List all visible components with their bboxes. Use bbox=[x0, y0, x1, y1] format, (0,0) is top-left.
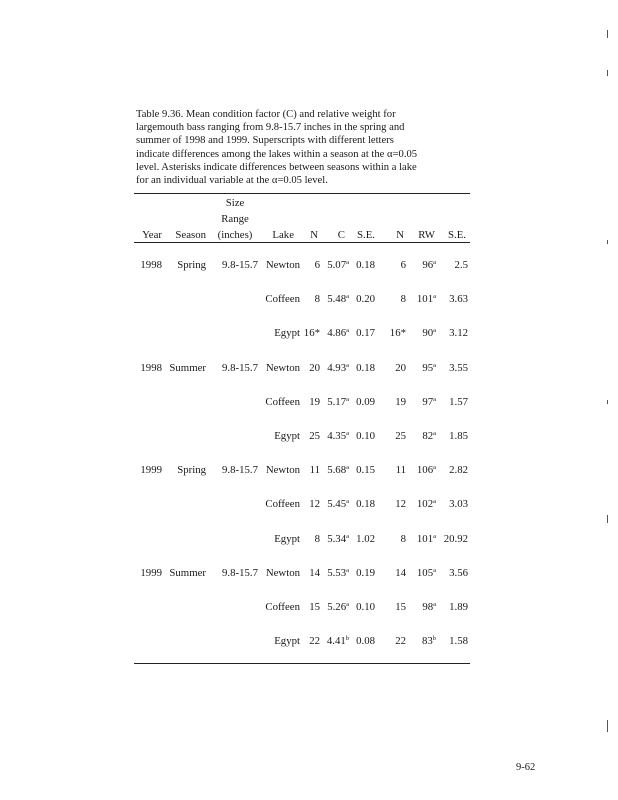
cell-se1: 0.18 bbox=[356, 498, 375, 510]
cell-se2: 20.92 bbox=[443, 533, 468, 545]
cell-se1: 0.18 bbox=[356, 362, 375, 374]
cell-year: 1998 bbox=[140, 362, 162, 374]
cell-lake: Coffeen bbox=[265, 396, 300, 408]
cell-n1: 8 bbox=[314, 293, 320, 305]
header-lake: Lake bbox=[272, 229, 294, 241]
cell-n2: 22 bbox=[395, 635, 406, 647]
significance-superscript: a bbox=[433, 327, 436, 334]
cell-lake: Coffeen bbox=[265, 498, 300, 510]
cell-c: 5.45$^a$ bbox=[327, 498, 349, 510]
cell-n1: 25 bbox=[309, 430, 320, 442]
cell-rw: 95$^a$ bbox=[422, 362, 436, 374]
cell-c: 5.34$^a$ bbox=[327, 533, 349, 545]
significance-superscript: a bbox=[346, 293, 349, 300]
cell-lake: Coffeen bbox=[265, 601, 300, 613]
cell-size: 9.8-15.7 bbox=[222, 567, 258, 579]
cell-rw: 82$^a$ bbox=[422, 430, 436, 442]
scan-speck bbox=[607, 70, 608, 76]
cell-rw: 101$^a$ bbox=[416, 293, 436, 305]
cell-season: Spring bbox=[177, 464, 206, 476]
header-size-line3: (inches) bbox=[217, 229, 253, 241]
cell-lake: Egypt bbox=[274, 430, 300, 442]
cell-rw: 102$^a$ bbox=[416, 498, 436, 510]
cell-lake: Egypt bbox=[274, 533, 300, 545]
cell-n2: 11 bbox=[395, 464, 406, 476]
cell-lake: Coffeen bbox=[265, 293, 300, 305]
significance-superscript: a bbox=[346, 567, 349, 574]
cell-se2: 3.63 bbox=[449, 293, 468, 305]
significance-superscript: a bbox=[433, 498, 436, 505]
cell-n2: 15 bbox=[395, 601, 406, 613]
cell-rw: 83$^b$ bbox=[421, 635, 436, 647]
cell-rw: 90$^a$ bbox=[422, 327, 436, 339]
cell-n1: 8 bbox=[314, 533, 320, 545]
significance-superscript: a bbox=[433, 601, 436, 608]
scan-speck bbox=[607, 240, 608, 244]
cell-c: 5.26$^a$ bbox=[327, 601, 349, 613]
significance-superscript: a bbox=[433, 567, 436, 574]
cell-season: Summer bbox=[169, 362, 206, 374]
significance-superscript: a bbox=[433, 464, 436, 471]
cell-n1: 20 bbox=[309, 362, 320, 374]
cell-n1: 15 bbox=[309, 601, 320, 613]
cell-year: 1999 bbox=[140, 567, 162, 579]
cell-lake: Newton bbox=[265, 259, 300, 271]
header-se1: S.E. bbox=[357, 229, 375, 241]
cell-n1: 22 bbox=[309, 635, 320, 647]
header-n1: N bbox=[310, 229, 318, 241]
cell-se1: 0.17 bbox=[356, 327, 375, 339]
cell-n1: 14 bbox=[309, 567, 320, 579]
cell-lake: Newton bbox=[265, 362, 300, 374]
header-size-line2: Range bbox=[221, 213, 249, 225]
scan-speck bbox=[607, 30, 608, 38]
cell-lake: Newton bbox=[265, 567, 300, 579]
significance-superscript: a bbox=[346, 533, 349, 540]
significance-superscript: a bbox=[433, 396, 436, 403]
cell-n2: 8 bbox=[400, 533, 406, 545]
cell-n2: 25 bbox=[395, 430, 406, 442]
cell-rw: 101$^a$ bbox=[416, 533, 436, 545]
cell-c: 5.17$^a$ bbox=[327, 396, 349, 408]
cell-c: 4.41$^b$ bbox=[326, 635, 349, 647]
header-year: Year bbox=[142, 229, 162, 241]
cell-rw: 105$^a$ bbox=[416, 567, 436, 579]
header-season: Season bbox=[175, 229, 206, 241]
cell-se2: 1.85 bbox=[449, 430, 468, 442]
cell-lake: Egypt bbox=[274, 327, 300, 339]
header-bottom-rule bbox=[134, 242, 470, 243]
cell-lake: Egypt bbox=[274, 635, 300, 647]
cell-n2: 20 bbox=[395, 362, 406, 374]
table-bottom-rule bbox=[134, 663, 470, 664]
cell-n2: 8 bbox=[400, 293, 406, 305]
significance-superscript: a bbox=[433, 362, 436, 369]
cell-c: 4.93$^a$ bbox=[327, 362, 349, 374]
page-number: 9-62 bbox=[516, 762, 536, 773]
scan-speck bbox=[607, 400, 608, 404]
cell-season: Summer bbox=[169, 567, 206, 579]
significance-superscript: a bbox=[433, 293, 436, 300]
significance-superscript: b bbox=[432, 635, 436, 642]
cell-se2: 3.03 bbox=[449, 498, 468, 510]
header-n2: N bbox=[396, 229, 404, 241]
cell-c: 4.86$^a$ bbox=[327, 327, 349, 339]
significance-superscript: a bbox=[346, 464, 349, 471]
cell-n2: 19 bbox=[395, 396, 406, 408]
cell-n2: 16* bbox=[389, 327, 406, 339]
cell-size: 9.8-15.7 bbox=[222, 259, 258, 271]
cell-se1: 0.10 bbox=[356, 430, 375, 442]
cell-rw: 97$^a$ bbox=[422, 396, 436, 408]
cell-c: 5.07$^a$ bbox=[327, 259, 349, 271]
cell-rw: 98$^a$ bbox=[422, 601, 436, 613]
table-caption: Table 9.36. Mean condition factor (C) and relative weight for largemouth bass ranging from 9.8-15.7 inches in the spring and summer of 1998 and 1999. Superscripts with different letters indicate differences among the lakes within a season at the α=0.05 level. Asterisks indicate differences between seasons within a lake for an individual variable at the α=0.05 level. bbox=[136, 109, 418, 187]
header-size-line1: Size bbox=[225, 197, 245, 209]
cell-se2: 1.58 bbox=[449, 635, 468, 647]
cell-n1: 16* bbox=[303, 327, 320, 339]
cell-n1: 12 bbox=[309, 498, 320, 510]
cell-rw: 106$^a$ bbox=[416, 464, 436, 476]
cell-se1: 0.20 bbox=[356, 293, 375, 305]
significance-superscript: a bbox=[346, 259, 349, 266]
cell-year: 1999 bbox=[140, 464, 162, 476]
significance-superscript: b bbox=[345, 635, 349, 642]
header-rw: RW bbox=[418, 229, 435, 241]
significance-superscript: a bbox=[346, 327, 349, 334]
scan-speck bbox=[607, 515, 608, 523]
cell-se1: 0.10 bbox=[356, 601, 375, 613]
cell-se1: 0.08 bbox=[356, 635, 375, 647]
cell-n2: 12 bbox=[395, 498, 406, 510]
cell-c: 5.53$^a$ bbox=[327, 567, 349, 579]
significance-superscript: a bbox=[346, 430, 349, 437]
cell-size: 9.8-15.7 bbox=[222, 464, 258, 476]
cell-lake: Newton bbox=[265, 464, 300, 476]
cell-rw: 96$^a$ bbox=[422, 259, 436, 271]
cell-se2: 3.56 bbox=[449, 567, 468, 579]
cell-c: 5.48$^a$ bbox=[327, 293, 349, 305]
significance-superscript: a bbox=[346, 362, 349, 369]
significance-superscript: a bbox=[346, 498, 349, 505]
significance-superscript: a bbox=[346, 396, 349, 403]
significance-superscript: a bbox=[433, 259, 436, 266]
cell-se2: 1.89 bbox=[449, 601, 468, 613]
cell-se1: 0.18 bbox=[356, 259, 375, 271]
cell-se2: 2.5 bbox=[454, 259, 468, 271]
cell-c: 5.68$^a$ bbox=[327, 464, 349, 476]
header-se2: S.E. bbox=[448, 229, 466, 241]
cell-se1: 0.09 bbox=[356, 396, 375, 408]
cell-year: 1998 bbox=[140, 259, 162, 271]
cell-se2: 1.57 bbox=[449, 396, 468, 408]
scan-speck bbox=[607, 720, 608, 732]
cell-c: 4.35$^a$ bbox=[327, 430, 349, 442]
cell-se1: 0.19 bbox=[356, 567, 375, 579]
significance-superscript: a bbox=[433, 430, 436, 437]
significance-superscript: a bbox=[433, 533, 436, 540]
table-top-rule bbox=[134, 193, 470, 194]
cell-season: Spring bbox=[177, 259, 206, 271]
significance-superscript: a bbox=[346, 601, 349, 608]
cell-se1: 0.15 bbox=[356, 464, 375, 476]
cell-n1: 6 bbox=[314, 259, 320, 271]
header-c: C bbox=[337, 229, 345, 241]
cell-n1: 19 bbox=[309, 396, 320, 408]
cell-se2: 2.82 bbox=[449, 464, 468, 476]
cell-se2: 3.12 bbox=[449, 327, 468, 339]
cell-n1: 11 bbox=[309, 464, 320, 476]
cell-se1: 1.02 bbox=[356, 533, 375, 545]
cell-n2: 14 bbox=[395, 567, 406, 579]
cell-se2: 3.55 bbox=[449, 362, 468, 374]
cell-n2: 6 bbox=[400, 259, 406, 271]
cell-size: 9.8-15.7 bbox=[222, 362, 258, 374]
